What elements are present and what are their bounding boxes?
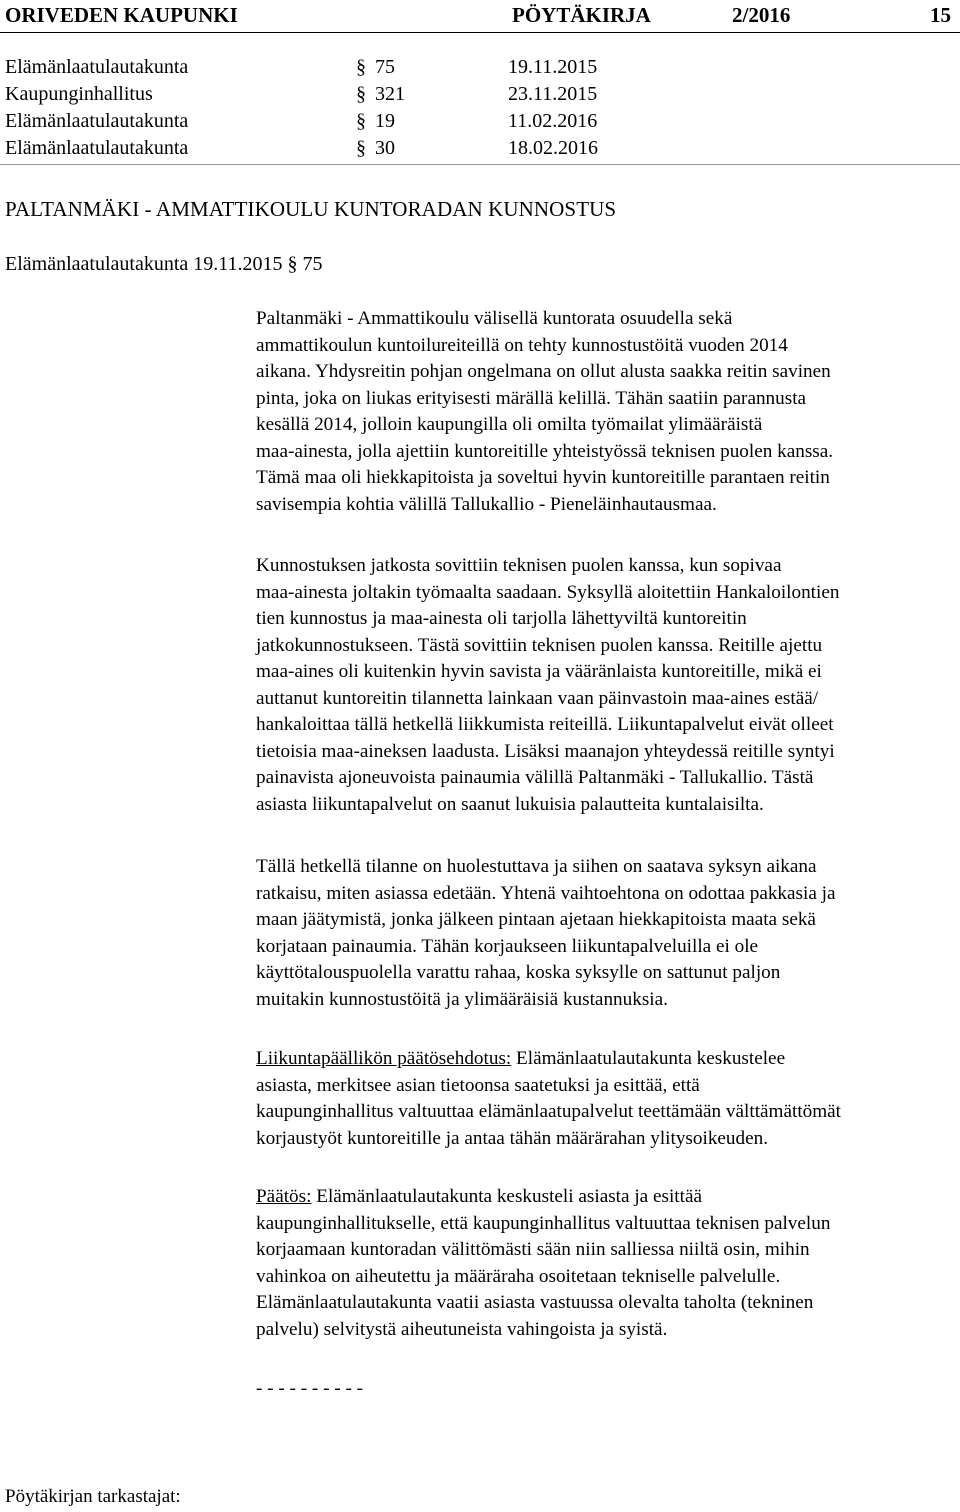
reference-divider [0,164,960,165]
proposal-text: Elämänlaatulautakunta keskustelee [511,1048,786,1069]
reference-body: Elämänlaatulautakunta [5,56,189,78]
reference-section: 321 [375,83,405,105]
text-line: tien kunnostus ja maa-ainesta oli tarjolla lähettyviltä kuntoreitin [256,608,747,629]
text-line: korjaustyöt kuntoreitille ja antaa tähän määrärahan ylitysoikeuden. [256,1127,769,1149]
text-line: Tämä maa oli hiekkapitoista ja soveltui hyvin kuntoreitille parantaen reitin [256,467,830,488]
reference-section: 19 [375,110,395,132]
page-header [0,0,960,32]
text-line: asiasta liikuntapalvelut on saanut lukuisia palautteita kuntalaisilta. [256,793,764,815]
text-line: maan jäätymistä, jonka jälkeen pintaan ajetaan hiekkapitoista maata sekä [256,909,816,930]
section-symbol: § [356,137,366,159]
section-symbol: § [356,83,366,105]
document-type: PÖYTÄKIRJA [512,3,651,27]
decision-label: Päätös: [256,1186,312,1207]
text-line [256,1046,960,1073]
proposal-label: Liikuntapäällikön päätösehdotus: [256,1048,512,1069]
paragraph-current-situation [256,854,960,1013]
reference-section: 75 [375,56,395,78]
reference-date: 19.11.2015 [508,56,598,78]
decision-text: Elämänlaatulautakunta keskusteli asiasta ja esittää [311,1186,702,1207]
reference-date: 11.02.2016 [508,110,598,132]
text-line: käyttötalouspuolella varattu rahaa, koska syksylle on sattunut paljon [256,962,781,983]
paragraph-background [256,306,960,518]
text-line: kaupunginhallitukselle, että kaupunginhallitus valtuuttaa teknisen palvelun [256,1212,831,1234]
reference-section: 30 [375,137,395,159]
text-line: maa-aines oli kuitenkin hyvin savista ja vääränlaista kuntoreitille, mikä ei [256,661,822,682]
reference-body: Kaupunginhallitus [5,83,153,105]
text-line: korjaamaan kuntoradan välittömästi sään niin salliessa niiltä osin, mihin [256,1239,810,1260]
separator-dashes: - - - - - - - - - - [256,1378,364,1399]
reference-table [0,56,960,164]
reference-row [0,56,960,83]
matter-title: PALTANMÄKI - AMMATTIKOULU KUNTORADAN KUNNOSTUS [5,197,617,221]
text-line [256,1184,960,1211]
text-line: korjataan painaumia. Tähän korjaukseen liikuntapalveluilla ei ole [256,935,759,957]
text-line: tietoisia maa-aineksen laadusta. Lisäksi maanajon yhteydessä reitille syntyi [256,740,835,762]
text-line: vahinkoa on aiheutettu ja määräraha osoitetaan tekniselle palvelulle. [256,1265,781,1287]
document-number: 2/2016 [732,3,791,27]
reference-body: Elämänlaatulautakunta [5,110,189,132]
header-divider [0,32,960,33]
paragraph-continuation [256,553,960,818]
text-line: Paltanmäki - Ammattikoulu välisellä kuntorata osuudella sekä [256,308,733,329]
text-line: maa-ainesta joltakin työmaalta saadaan. Syksyllä aloitettiin Hankaloilontien [256,581,840,603]
text-line: asiasta, merkitsee asian tietoonsa saatetuksi ja esittää, että [256,1074,700,1096]
text-line: savisempia kohtia välillä Tallukallio - Pieneläinhautausmaa. [256,493,717,515]
section-symbol: § [356,110,366,132]
section-separator [256,1376,960,1403]
municipality-name: ORIVEDEN KAUPUNKI [5,3,238,27]
text-line: auttanut kuntoreitin tilannetta lainkaan vaan päinvastoin maa-aines estää/ [256,687,819,709]
paragraph-proposal [256,1046,960,1152]
text-line: ratkaisu, miten asiassa edetään. Yhtenä vaihtoehtona on odottaa pakkasia ja [256,882,836,904]
page-number: 15 [930,3,951,27]
text-line: Tällä hetkellä tilanne on huolestuttava ja siihen on saatava syksyn aikana [256,856,817,877]
text-line: muitakin kunnostustöitä ja ylimääräisiä kustannuksia. [256,988,668,1010]
text-line: kaupunginhallitus valtuuttaa elämänlaatupalvelut teettämään välttämättömät [256,1101,842,1122]
text-line: pinta, joka on liukas erityisesti märällä kelillä. Tähän saatiin parannusta [256,387,807,409]
reference-row [0,137,960,164]
text-line: Kunnostuksen jatkosta sovittiin teknisen puolen kanssa, kun sopivaa [256,555,782,576]
reference-date: 18.02.2016 [508,137,598,159]
text-line: ammattikoulun kuntoilureiteillä on tehty kunnostustöitä vuoden 2014 [256,334,788,356]
text-line: kesällä 2014, jolloin kaupungilla oli omilta työmailat ylimääräistä [256,414,763,435]
reference-date: 23.11.2015 [508,83,598,105]
text-line: painavista ajoneuvoista painaumia välillä Paltanmäki - Tallukallio. Tästä [256,767,814,788]
text-line: hankaloittaa tällä hetkellä liikkumista reiteillä. Liikuntapalvelut eivät olleet [256,714,834,735]
reference-row [0,83,960,110]
reference-body: Elämänlaatulautakunta [5,137,189,159]
section-symbol: § [356,56,366,78]
text-line: aikana. Yhdysreitin pohjan ongelmana on ollut alusta saakka reitin savinen [256,361,831,382]
paragraph-decision [256,1184,960,1343]
reference-row [0,110,960,137]
text-line: Elämänlaatulautakunta vaatii asiasta vastuussa olevalta taholta (tekninen [256,1292,814,1313]
meeting-reference: Elämänlaatulautakunta 19.11.2015 § 75 [5,253,323,275]
text-line: maa-ainesta, jolla ajettiin kuntoreitille yhteistyössä teknisen puolen kanssa. [256,440,834,462]
footer-label: Pöytäkirjan tarkastajat: [5,1486,181,1507]
text-line: jatkokunnostukseen. Tästä sovittiin teknisen puolen kanssa. Reitille ajettu [256,634,823,656]
text-line: palvelu) selvitystä aiheutuneista vahingoista ja syistä. [256,1318,668,1340]
